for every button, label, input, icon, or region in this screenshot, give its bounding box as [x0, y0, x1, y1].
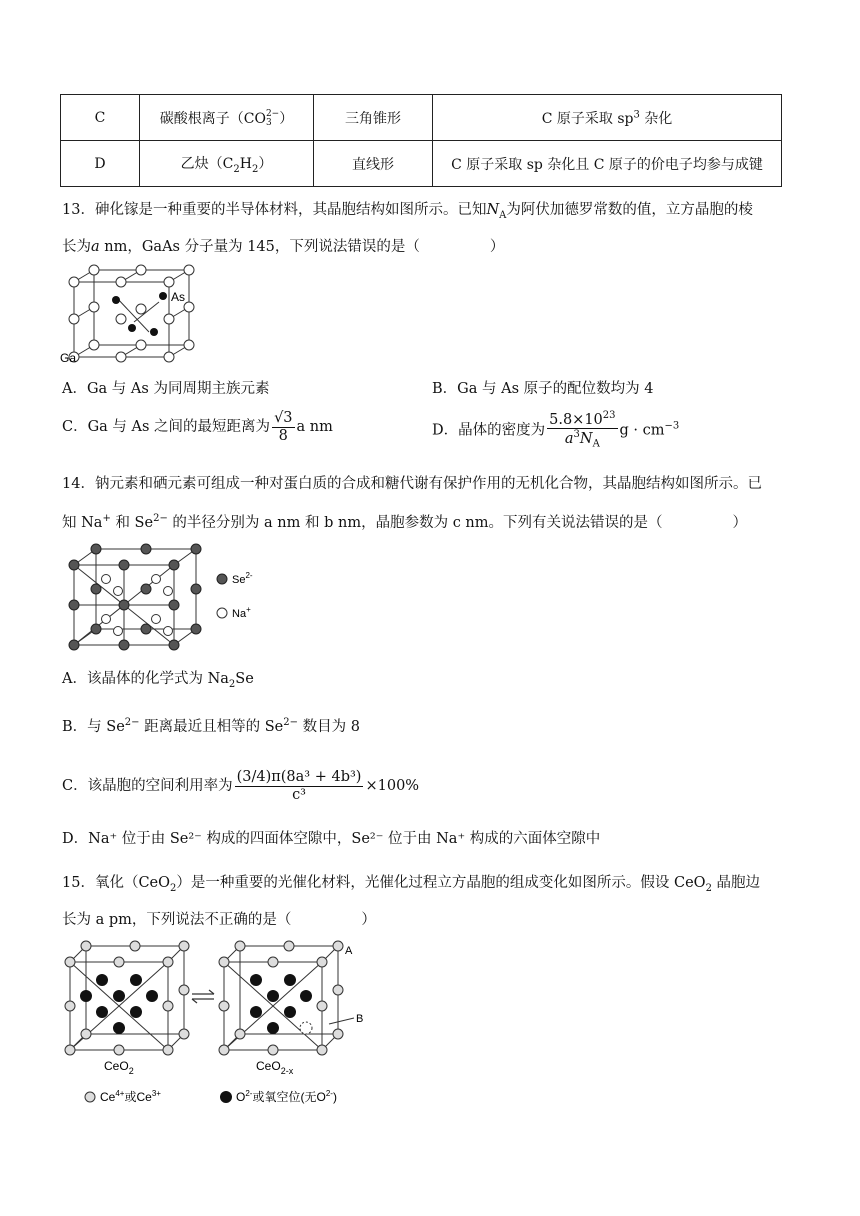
table-row [61, 141, 782, 187]
legend-na-marker [217, 608, 227, 618]
table-cell-shape: 三角锥形 [314, 95, 433, 141]
table-cell-substance: 碳酸根离子（CO2− 3 ） [140, 95, 314, 141]
label-b: B [356, 1013, 364, 1025]
svg-text:Se2-: $Se^{2-}$ [232, 571, 253, 586]
svg-text:CeO2-x: CeO$_{2-x}$ [256, 1059, 294, 1076]
q14-option-b: B．与 $Se^{2-}$ 距离最近且相等的 $Se^{2-}$ 数目为 8 [62, 717, 360, 735]
svg-text:O2-或氧空位(无O2-): $O^{2-}$或氧空位(无$O^{2-}$) [236, 1089, 337, 1104]
legend-ce-marker [85, 1092, 95, 1102]
q15-stem-line1: 15．氧化（CeO$_2$）是一种重要的光催化材料，光催化过程立方晶胞的组成变化如图所示。假设 CeO$_2$ 晶胞边 [62, 875, 761, 894]
svg-text:Na+: Na+ [232, 605, 251, 620]
q14-option-d: D．Na⁺ 位于由 Se²⁻ 构成的四面体空隙中，Se²⁻ 位于由 Na⁺ 构成的六面体空隙中 [62, 831, 601, 847]
legend-se-marker [217, 574, 227, 584]
table-row [61, 95, 782, 141]
svg-text:Ce4+或Ce3+: $Ce^{4+}$或$Ce^{3+}$ [100, 1089, 161, 1104]
table-cell-letter: C [61, 95, 140, 141]
q13-stem-line1: 13．砷化镓是一种重要的半导体材料，其晶胞结构如图所示。已知$N_A$为阿伏加德罗常数的值，立方晶胞的棱 [62, 202, 753, 221]
gaas-unit-cell-figure [60, 262, 204, 368]
legend-o-marker [220, 1091, 232, 1103]
table-cell-hybridization: C 原子采取 sp 杂化且 C 原子的价电子均参与成键 [433, 141, 782, 187]
q14-option-c: C．该晶胞的空间利用率为 $\frac{\text{(3/4)π(8a³ + 4b³)}}{\text{c³}}$ ×100% [62, 769, 420, 803]
table-cell-letter: D [61, 141, 140, 187]
comparison-table [60, 94, 782, 187]
svg-text:CeO2: CeO$_2$ [104, 1059, 134, 1076]
table-cell-hybridization: C 原子采取 $sp^3$ 杂化 [433, 95, 782, 141]
q14-stem-line1: 14．钠元素和硒元素可组成一种对蛋白质的合成和糖代谢有保护作用的无机化合物，其晶胞结构如图所示。已 [62, 476, 762, 492]
q13-option-b: B．Ga 与 As 原子的配位数均为 4 [432, 381, 654, 397]
na2se-unit-cell-figure [66, 543, 286, 655]
table-cell-shape: 直线形 [314, 141, 433, 187]
label-as: As [171, 290, 186, 304]
q13-option-a: A．Ga 与 As 为同周期主族元素 [62, 381, 270, 397]
label-a: A [345, 945, 353, 957]
q14-option-a: A．该晶体的化学式为 $Na_2Se$ [62, 671, 254, 690]
ceo2-unit-cell-figure [64, 940, 374, 1108]
equilibrium-arrow-icon [192, 990, 214, 1003]
q13-option-c: C．Ga 与 As 之间的最短距离为 $\frac{√3}{8}$ a nm [62, 410, 333, 444]
table-cell-substance: 乙炔$(C_2H_2)$ [140, 141, 314, 187]
q15-stem-line2: 长为 a pm，下列说法不正确的是（ ） [62, 912, 376, 928]
q14-stem-line2: 知 Na+ 和 $Se^{2-}$ 的半径分别为 a nm 和 b nm，晶胞参数为 c nm。下列有关说法错误的是（ ） [62, 513, 748, 531]
q13-stem-line2: 长为a nm，GaAs 分子量为 145，下列说法错误的是（ ） [62, 239, 505, 255]
q13-option-d: D．晶体的密度为 $\frac{5.8\times 10^{23}}{a^3N_A}$ $g \cdot cm^{-3}$ [432, 410, 680, 451]
label-ga: Ga [60, 351, 77, 365]
